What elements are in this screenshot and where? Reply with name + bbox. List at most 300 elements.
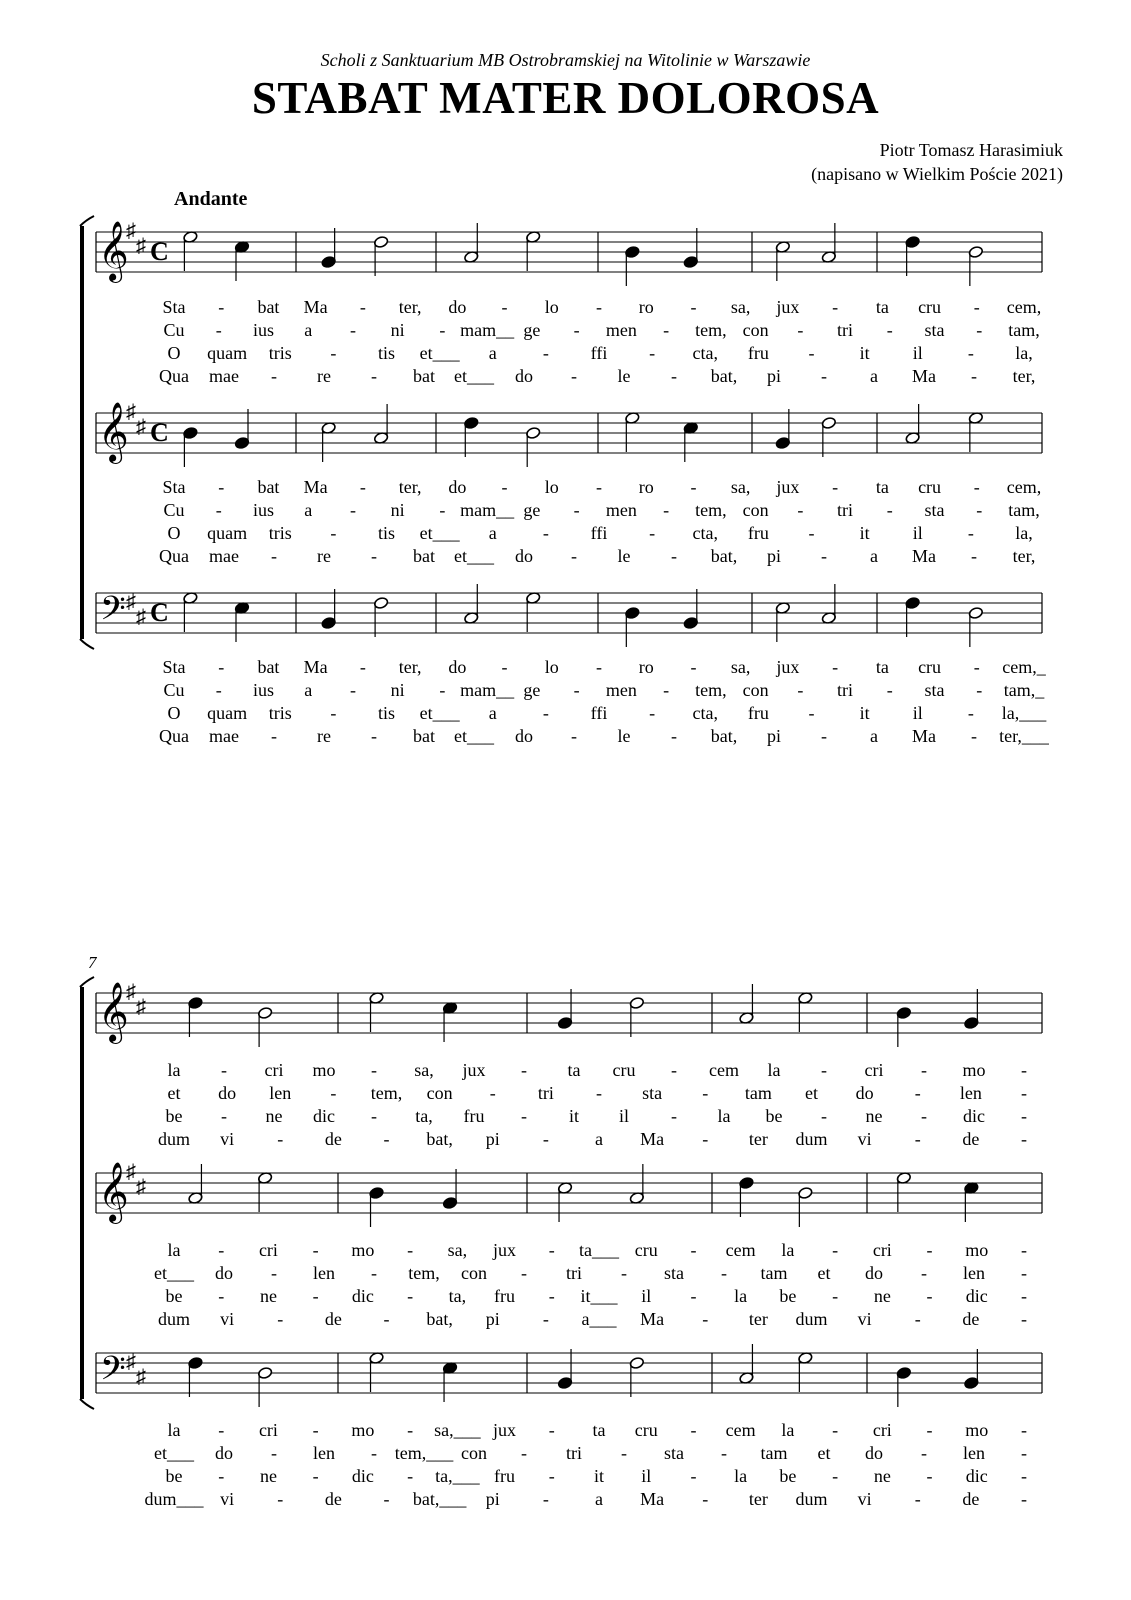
lyric-syllable: - — [548, 1420, 555, 1440]
lyric-verse — [168, 1420, 1028, 1440]
note — [526, 230, 541, 271]
lyric-syllable: do — [855, 1083, 874, 1103]
lyric-syllable: sa, — [730, 657, 751, 677]
lyric-syllable: - — [218, 1286, 225, 1306]
lyric-syllable: jux — [776, 477, 800, 497]
note — [557, 1349, 572, 1390]
lyric-syllable: a — [870, 366, 878, 386]
lyric-syllable: ro — [638, 477, 654, 497]
note — [442, 1001, 457, 1042]
lyric-syllable: Ma — [640, 1309, 665, 1329]
lyric-syllable: Qua — [159, 546, 189, 566]
lyric-syllable: - — [271, 546, 277, 566]
lyric-syllable: mae — [209, 726, 239, 746]
lyric-syllable: tris — [268, 523, 292, 543]
notehead — [625, 245, 640, 258]
lyric-syllable: dum___ — [144, 1489, 204, 1509]
lyric-syllable: pi — [485, 1489, 500, 1509]
notehead — [557, 1376, 572, 1389]
lyric-syllable: do — [448, 297, 467, 317]
lyric-syllable: et___ — [454, 366, 494, 386]
lyric-syllable: vi — [220, 1129, 235, 1149]
lyric-syllable: con — [742, 500, 769, 520]
lyric-syllable: - — [926, 1466, 933, 1486]
lyric-syllable: ta, — [448, 1286, 467, 1306]
note — [905, 596, 920, 637]
lyric-verse — [159, 546, 1035, 566]
lyric-syllable: ni — [390, 500, 405, 520]
notehead — [683, 616, 698, 629]
lyric-syllable: len — [313, 1443, 335, 1463]
lyric-syllable: vi — [857, 1129, 872, 1149]
lyric-syllable: - — [886, 680, 893, 700]
lyric-syllable: len — [269, 1083, 292, 1103]
lyric-syllable: mo — [965, 1240, 989, 1260]
lyric-syllable: mo — [351, 1420, 375, 1440]
lyric-syllable: a — [304, 320, 313, 340]
note — [775, 601, 790, 642]
lyric-syllable: sta — [924, 500, 945, 520]
lyric-syllable: - — [690, 1466, 697, 1486]
note — [964, 1181, 979, 1222]
note — [526, 591, 541, 632]
lyric-syllable: - — [215, 320, 222, 340]
note — [968, 606, 983, 647]
lyric-syllable: et___ — [419, 343, 460, 363]
lyric-syllable: de — [962, 1129, 980, 1149]
note — [798, 991, 813, 1032]
lyric-syllable: tam,_ — [1003, 680, 1045, 700]
lyric-syllable: cem, — [1006, 477, 1042, 497]
lyric-syllable: Cu — [163, 680, 185, 700]
lyric-syllable: et — [817, 1263, 831, 1283]
lyric-syllable: - — [439, 320, 446, 340]
lyric-syllable: jux — [776, 297, 800, 317]
lyric-syllable: la — [717, 1106, 731, 1126]
lyric-syllable: sa, — [414, 1060, 434, 1080]
key-sharp: ♯ — [136, 606, 146, 628]
lyric-syllable: it — [859, 343, 870, 363]
lyric-syllable: - — [573, 500, 580, 520]
notehead — [373, 596, 388, 609]
lyric-syllable: - — [548, 1240, 555, 1260]
treble-clef: 𝄞 — [98, 1164, 129, 1221]
lyric-syllable: - — [1021, 1286, 1027, 1306]
key-sharp: ♯ — [136, 1366, 146, 1388]
lyric-syllable: - — [702, 1489, 709, 1509]
lyric-syllable: tam — [760, 1443, 788, 1463]
lyric-syllable: mam__ — [460, 680, 515, 700]
lyric-syllable: pi — [485, 1309, 500, 1329]
lyric-syllable: - — [721, 1263, 727, 1283]
note — [905, 235, 920, 276]
lyric-syllable: de — [962, 1309, 980, 1329]
lyric-syllable: a — [488, 343, 497, 363]
lyric-syllable: - — [371, 546, 377, 566]
staff — [96, 1161, 1042, 1227]
lyric-verse — [162, 657, 1046, 677]
lyric-syllable: cta, — [692, 523, 718, 543]
lyric-verse — [162, 297, 1041, 317]
notehead — [968, 606, 983, 619]
lyric-syllable: tam — [760, 1263, 788, 1283]
time-signature: C — [150, 418, 169, 447]
lyric-syllable: do — [448, 477, 467, 497]
lyric-syllable: dic — [965, 1286, 988, 1306]
notehead — [321, 616, 336, 629]
note — [968, 411, 983, 452]
key-sharp: ♯ — [126, 1161, 136, 1183]
lyric-syllable: - — [808, 703, 815, 723]
notehead — [257, 1006, 272, 1019]
key-sharp: ♯ — [126, 220, 136, 242]
lyric-syllable: ne — [259, 1466, 277, 1486]
lyric-syllable: - — [967, 703, 974, 723]
lyric-syllable: pi — [485, 1129, 500, 1149]
note — [625, 606, 640, 647]
notehead — [629, 1356, 644, 1369]
lyric-syllable: - — [690, 1420, 697, 1440]
lyric-syllable: cri — [258, 1420, 278, 1440]
lyric-syllable: de — [324, 1129, 342, 1149]
lyric-syllable: mam__ — [460, 500, 515, 520]
lyric-syllable: tis — [377, 703, 396, 723]
lyric-syllable: - — [218, 1240, 225, 1260]
lyric-syllable: bat, — [710, 726, 738, 746]
lyric-syllable: - — [542, 703, 549, 723]
lyric-syllable: ne — [865, 1106, 883, 1126]
lyric-syllable: fru — [494, 1466, 516, 1486]
note — [821, 416, 836, 457]
lyric-syllable: - — [521, 1106, 527, 1126]
lyric-syllable: - — [371, 366, 377, 386]
lyric-syllable: - — [371, 1060, 377, 1080]
lyric-syllable: be — [165, 1286, 183, 1306]
lyric-syllable: - — [832, 297, 839, 317]
bracket-bottom-hook — [80, 1399, 94, 1409]
lyric-syllable: cru — [918, 657, 942, 677]
lyric-syllable: bat — [257, 297, 280, 317]
lyric-syllable: do — [865, 1443, 883, 1463]
lyric-syllable: - — [976, 680, 983, 700]
lyrics-block — [159, 477, 1041, 566]
lyric-syllable: ta, — [415, 1106, 433, 1126]
key-sharp: ♯ — [126, 401, 136, 423]
lyric-syllable: re — [317, 546, 331, 566]
lyric-verse — [166, 1106, 1028, 1126]
lyric-syllable: Ma — [303, 657, 328, 677]
lyric-syllable: - — [914, 1309, 921, 1329]
lyric-syllable: tem, — [695, 680, 727, 700]
lyric-syllable: jux — [776, 657, 800, 677]
lyric-syllable: tris — [268, 343, 292, 363]
lyric-syllable: mo — [965, 1420, 989, 1440]
lyric-syllable: - — [277, 1489, 284, 1509]
lyric-syllable: len — [313, 1263, 335, 1283]
notehead — [442, 1196, 457, 1209]
lyric-syllable: - — [349, 320, 356, 340]
lyric-syllable: dic — [351, 1466, 374, 1486]
lyric-syllable: dum — [795, 1489, 828, 1509]
lyric-syllable: mae — [209, 546, 239, 566]
lyric-syllable: il — [912, 343, 923, 363]
lyric-syllable: it — [859, 523, 870, 543]
lyric-syllable: ius — [252, 500, 274, 520]
lyric-syllable: - — [663, 500, 670, 520]
staff — [96, 401, 1042, 467]
lyric-syllable: - — [371, 1263, 377, 1283]
note — [821, 584, 836, 625]
note — [739, 1176, 754, 1217]
lyrics-block — [144, 1420, 1027, 1509]
lyric-syllable: ro — [638, 657, 654, 677]
notehead — [798, 1186, 813, 1199]
lyric-syllable: - — [218, 657, 225, 677]
lyric-syllable: bat — [413, 546, 435, 566]
lyric-syllable: - — [571, 546, 577, 566]
lyric-syllable: le — [617, 366, 631, 386]
lyric-syllable: - — [649, 343, 656, 363]
lyric-syllable: - — [1021, 1466, 1027, 1486]
lyric-syllable: - — [330, 343, 337, 363]
lyric-syllable: - — [383, 1309, 390, 1329]
lyric-syllable: dic — [351, 1286, 374, 1306]
lyric-syllable: - — [218, 1466, 225, 1486]
lyric-syllable: - — [277, 1129, 284, 1149]
lyric-syllable: - — [215, 680, 222, 700]
lyric-syllable: do — [515, 366, 533, 386]
lyric-syllable: a — [304, 680, 313, 700]
lyric-syllable: tri — [837, 500, 854, 520]
note — [369, 1351, 384, 1392]
note — [321, 589, 336, 630]
lyric-syllable: - — [312, 1286, 319, 1306]
lyric-syllable: et — [167, 1083, 181, 1103]
lyric-syllable: - — [721, 1443, 727, 1463]
lyric-syllable: - — [542, 1489, 549, 1509]
lyric-syllable: - — [1021, 1309, 1027, 1329]
lyric-syllable: len — [963, 1443, 985, 1463]
lyric-syllable: cta, — [692, 343, 718, 363]
lyric-syllable: Sta — [162, 297, 186, 317]
lyric-syllable: - — [359, 657, 366, 677]
lyric-syllable: la — [767, 1060, 781, 1080]
lyric-syllable: - — [312, 1466, 319, 1486]
lyric-syllable: con — [461, 1443, 487, 1463]
lyric-syllable: Sta — [162, 477, 186, 497]
note — [905, 404, 920, 445]
lyric-syllable: - — [221, 1106, 227, 1126]
note — [373, 404, 388, 445]
lyric-syllable: - — [542, 1309, 549, 1329]
note — [183, 426, 198, 467]
lyric-syllable: - — [501, 477, 508, 497]
lyric-syllable: cri — [872, 1240, 892, 1260]
lyric-syllable: il — [912, 703, 923, 723]
lyric-syllable: be — [779, 1466, 797, 1486]
lyric-syllable: - — [914, 1083, 921, 1103]
lyric-syllable: - — [971, 366, 977, 386]
lyric-syllable: fru — [747, 523, 769, 543]
lyric-syllable: - — [501, 297, 508, 317]
lyric-syllable: Ma — [912, 546, 936, 566]
lyric-syllable: - — [489, 1083, 496, 1103]
lyrics-block — [159, 297, 1041, 386]
lyric-syllable: - — [821, 1060, 827, 1080]
lyric-verse — [162, 477, 1041, 497]
lyric-syllable: - — [407, 1466, 414, 1486]
treble-clef: 𝄞 — [98, 984, 129, 1041]
lyric-syllable: do — [515, 726, 533, 746]
lyric-syllable: bat — [413, 726, 435, 746]
lyric-syllable: - — [690, 477, 697, 497]
notehead — [321, 255, 336, 268]
lyric-syllable: ta,___ — [435, 1466, 480, 1486]
lyric-syllable: - — [690, 297, 697, 317]
lyric-syllable: - — [973, 297, 980, 317]
lyric-syllable: et___ — [419, 703, 460, 723]
lyric-verse — [166, 1286, 1028, 1306]
lyric-syllable: - — [621, 1443, 627, 1463]
lyric-syllable: it — [568, 1106, 580, 1126]
lyric-syllable: len — [959, 1083, 982, 1103]
lyric-syllable: jux — [462, 1060, 486, 1080]
note — [369, 1186, 384, 1227]
lyric-syllable: - — [571, 726, 577, 746]
lyric-syllable: - — [218, 477, 225, 497]
lyric-syllable: sta — [642, 1083, 663, 1103]
piece-title: STABAT MATER DOLOROSA — [251, 73, 880, 123]
lyric-syllable: ta — [592, 1420, 606, 1440]
lyric-syllable: con — [461, 1263, 487, 1283]
lyric-syllable: - — [808, 523, 815, 543]
lyric-syllable: bat,___ — [412, 1489, 467, 1509]
staff — [96, 1344, 1042, 1407]
note — [683, 589, 698, 630]
lyric-syllable: - — [976, 320, 983, 340]
lyric-syllable: - — [312, 1420, 319, 1440]
notehead — [964, 1016, 979, 1029]
lyric-syllable: lo — [544, 657, 559, 677]
lyric-syllable: con — [742, 680, 769, 700]
lyric-syllable: - — [371, 1106, 377, 1126]
treble-clef: 𝄞 — [98, 223, 129, 280]
composition-date-note: (napisano w Wielkim Poście 2021) — [811, 164, 1063, 184]
note — [896, 1366, 911, 1407]
lyric-syllable: a — [304, 500, 313, 520]
lyric-syllable: - — [663, 320, 670, 340]
lyric-syllable: ius — [252, 680, 274, 700]
lyric-syllable: ne — [873, 1466, 891, 1486]
note — [188, 996, 203, 1037]
lyric-syllable: be — [779, 1286, 797, 1306]
note — [321, 421, 336, 462]
lyric-syllable: et — [805, 1083, 818, 1103]
note — [896, 1171, 911, 1212]
lyric-syllable: et___ — [454, 546, 494, 566]
lyric-verse — [158, 1309, 1027, 1329]
lyric-syllable: - — [702, 1309, 709, 1329]
lyric-syllable: ter — [748, 1309, 768, 1329]
lyric-syllable: Cu — [163, 500, 185, 520]
lyric-syllable: ffi — [590, 703, 608, 723]
note — [968, 245, 983, 286]
lyric-syllable: Ma — [303, 477, 328, 497]
lyric-syllable: - — [832, 1286, 839, 1306]
lyric-syllable: il — [618, 1106, 630, 1126]
lyric-syllable: - — [271, 1263, 277, 1283]
lyric-syllable: - — [973, 477, 980, 497]
lyric-syllable: be — [165, 1106, 183, 1126]
lyrics-block — [158, 1060, 1027, 1149]
lyric-syllable: cru — [918, 297, 942, 317]
lyric-syllable: ta — [875, 657, 889, 677]
lyric-syllable: - — [573, 320, 580, 340]
lyric-syllable: - — [1021, 1489, 1027, 1509]
lyric-syllable: quam — [207, 703, 248, 723]
lyric-verse — [168, 523, 1033, 543]
note — [798, 1351, 813, 1392]
lyric-syllable: cem,_ — [1002, 657, 1046, 677]
lyric-syllable: cru — [612, 1060, 636, 1080]
lyric-syllable: dum — [795, 1129, 828, 1149]
lyric-syllable: con — [742, 320, 769, 340]
lyric-verse — [154, 1443, 1027, 1463]
note — [257, 1171, 272, 1212]
lyric-syllable: - — [976, 500, 983, 520]
lyric-syllable: lo — [544, 477, 559, 497]
lyric-syllable: la — [734, 1466, 748, 1486]
lyric-syllable: - — [921, 1443, 927, 1463]
lyric-syllable: - — [702, 1083, 709, 1103]
note — [821, 223, 836, 264]
lyric-syllable: la, — [1015, 343, 1033, 363]
lyric-syllable: ta — [875, 477, 889, 497]
lyric-syllable: - — [521, 1060, 527, 1080]
lyric-syllable: jux — [493, 1420, 517, 1440]
lyric-syllable: - — [832, 477, 839, 497]
lyric-syllable: bat — [413, 366, 435, 386]
lyric-syllable: sa, — [730, 477, 751, 497]
lyric-syllable: la, — [1015, 523, 1033, 543]
note — [625, 411, 640, 452]
lyric-syllable: cem, — [1006, 297, 1042, 317]
bracket-top-hook — [80, 216, 94, 226]
notehead — [905, 235, 920, 248]
lyric-syllable: - — [797, 320, 804, 340]
lyric-syllable: sa, — [730, 297, 751, 317]
lyric-syllable: do — [515, 546, 533, 566]
lyric-syllable: ne — [873, 1286, 891, 1306]
lyric-syllable: re — [317, 366, 331, 386]
lyric-syllable: de — [324, 1489, 342, 1509]
notehead — [188, 1356, 203, 1369]
lyric-syllable: do — [215, 1443, 233, 1463]
lyric-syllable: a___ — [581, 1309, 617, 1329]
lyric-syllable: de — [962, 1489, 980, 1509]
lyric-syllable: - — [571, 366, 577, 386]
lyric-syllable: tri — [566, 1263, 582, 1283]
lyric-syllable: - — [690, 1240, 697, 1260]
lyric-syllable: mo — [351, 1240, 375, 1260]
lyric-verse — [168, 1240, 1028, 1260]
bracket-top-hook — [80, 977, 94, 987]
lyric-verse — [159, 726, 1050, 746]
note — [775, 409, 790, 450]
lyric-syllable: - — [821, 1106, 827, 1126]
lyric-syllable: tis — [377, 343, 396, 363]
notehead — [183, 426, 198, 439]
